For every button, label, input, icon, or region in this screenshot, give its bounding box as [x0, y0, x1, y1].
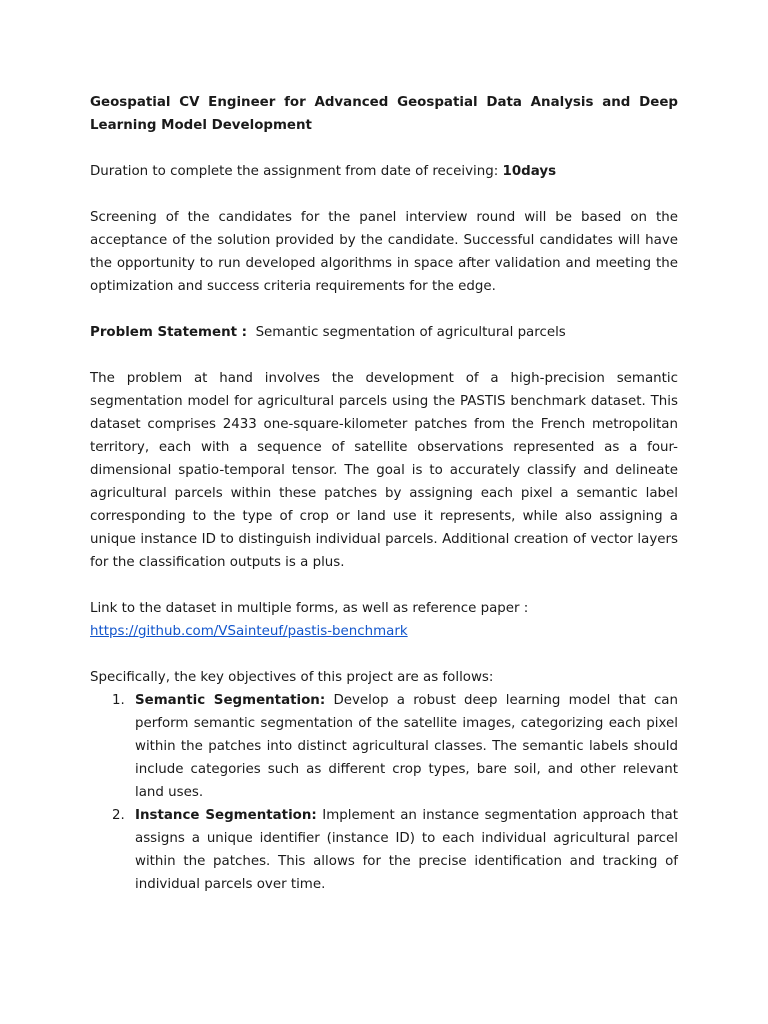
- problem-statement-label: Problem Statement :: [90, 325, 248, 340]
- spacer: [90, 183, 678, 206]
- spacer: [90, 643, 678, 666]
- objectives-list: [90, 689, 678, 896]
- spacer: [90, 574, 678, 597]
- problem-statement-text: Semantic segmentation of agricultural parcels: [255, 325, 566, 340]
- dataset-link-intro: Link to the dataset in multiple forms, as well as reference paper :: [90, 601, 529, 616]
- objective-text: Implement an instance segmentation approach that assigns a unique identifier (instance ID) to each individual agricultural parcel within the patches. This allows for the precise identification and tracking of individual parcels over time.: [135, 808, 678, 892]
- objectives-intro: Specifically, the key objectives of this project are as follows:: [90, 670, 494, 685]
- objective-heading: Instance Segmentation:: [135, 808, 317, 823]
- spacer: [90, 137, 678, 160]
- spacer: [90, 298, 678, 321]
- objective-heading: Semantic Segmentation:: [135, 693, 326, 708]
- problem-statement: [90, 321, 678, 344]
- objective-item: [112, 689, 678, 804]
- document-title: Geospatial CV Engineer for Advanced Geospatial Data Analysis and Deep Learning Model Development: [90, 95, 678, 133]
- dataset-link[interactable]: https://github.com/VSainteuf/pastis-benchmark: [90, 624, 408, 639]
- objective-number: 1.: [112, 693, 125, 708]
- dataset-link-line: [90, 620, 678, 643]
- duration-line: [90, 160, 678, 183]
- duration-value: 10days: [502, 164, 557, 179]
- objective-item: [112, 804, 678, 896]
- objective-number: 2.: [112, 808, 125, 823]
- spacer: [90, 344, 678, 367]
- problem-description: The problem at hand involves the development of a high-precision semantic segmentation model for agricultural parcels using the PASTIS benchmark dataset. This dataset comprises 2433 one-square-kilometer patches from the French metropolitan territory, each with a sequence of satellite observations represented as a four-dimensional spatio-temporal tensor. The goal is to accurately classify and delineate agricultural parcels within these patches by assigning each pixel a semantic label corresponding to the type of crop or land use it represents, while also assigning a unique instance ID to distinguish individual parcels. Additional creation of vector layers for the classification outputs is a plus.: [90, 371, 678, 570]
- screening-paragraph: Screening of the candidates for the panel interview round will be based on the acceptance of the solution provided by the candidate. Successful candidates will have the opportunity to run developed algorithms in space after validation and meeting the optimization and success criteria requirements for the edge.: [90, 210, 678, 294]
- duration-label: Duration to complete the assignment from date of receiving:: [90, 164, 499, 179]
- objective-text: Develop a robust deep learning model that can perform semantic segmentation of the satellite images, categorizing each pixel within the patches into distinct agricultural classes. The semantic labels should include categories such as different crop types, bare soil, and other relevant land uses.: [135, 693, 678, 800]
